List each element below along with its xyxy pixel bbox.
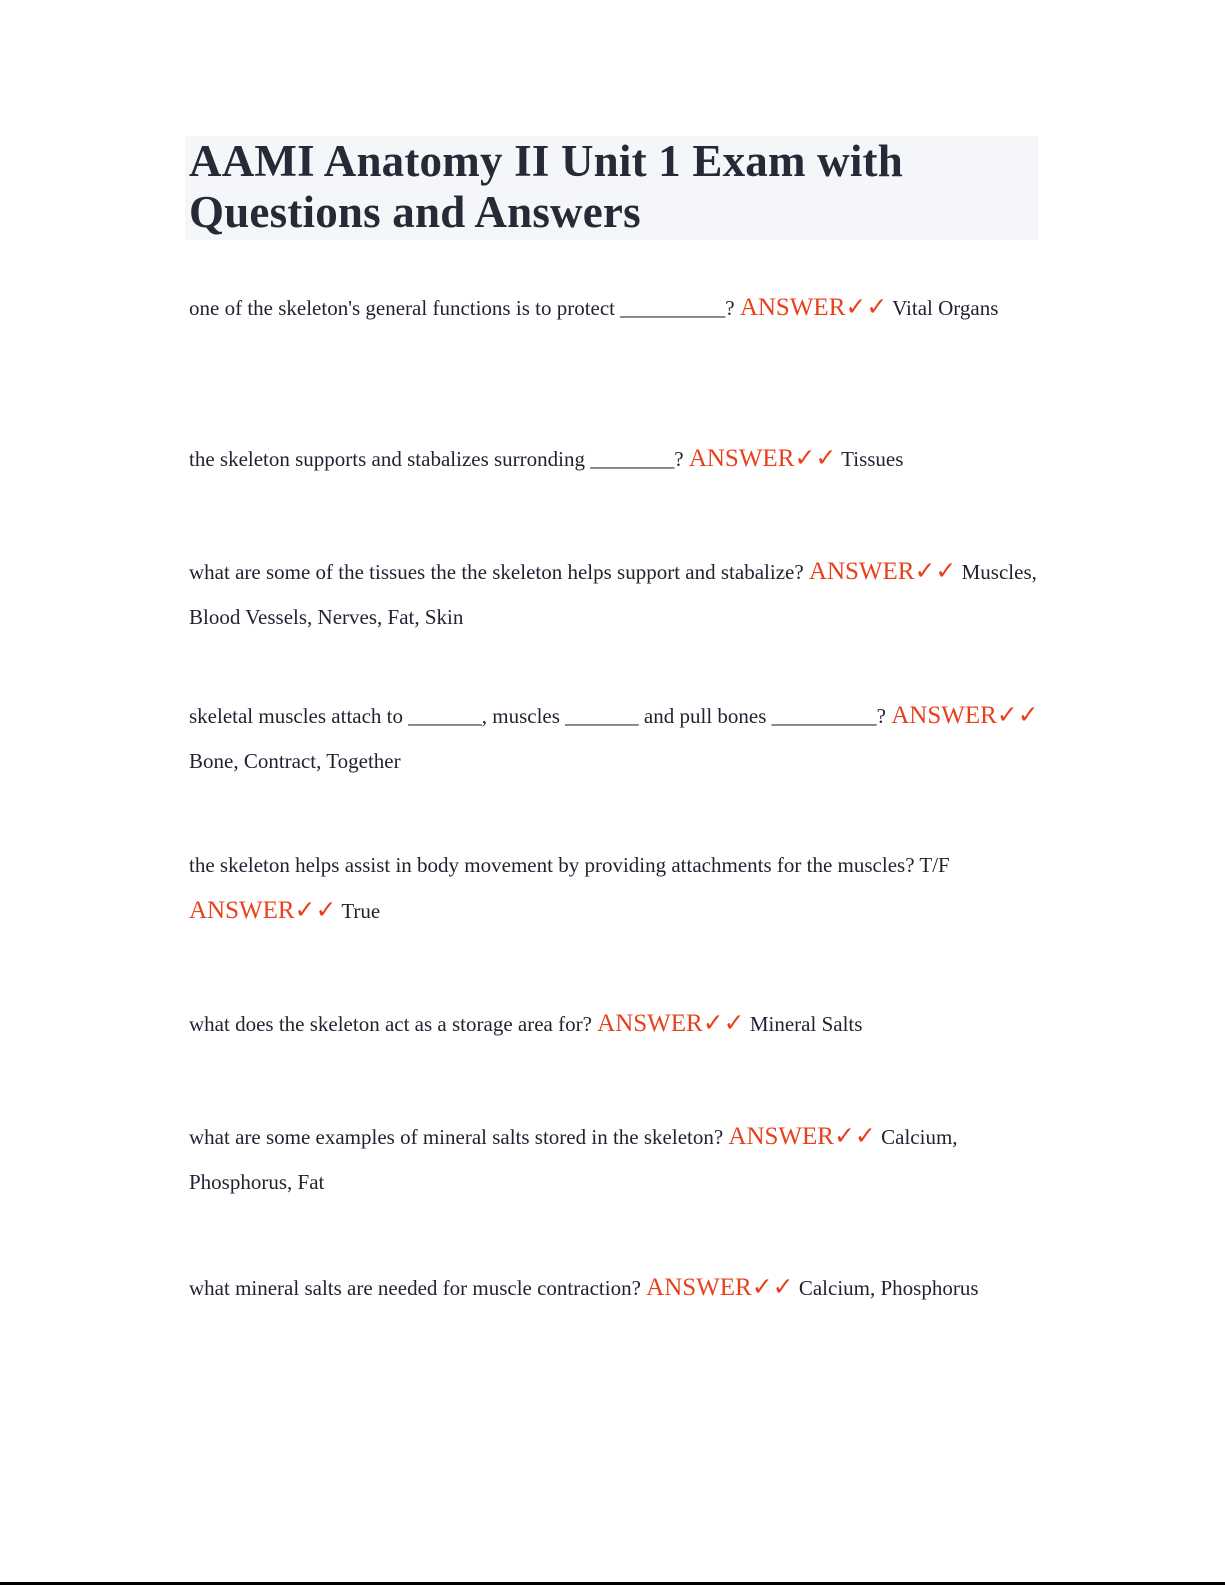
answer-text: Calcium, Phosphorus <box>798 1276 979 1300</box>
qa-item-3 <box>189 549 1039 640</box>
answer-text: Bone, Contract, Together <box>189 749 401 773</box>
question-text: the skeleton helps assist in body movement by providing attachments for the muscles? T/F <box>189 853 950 877</box>
answer-label: ANSWER✓✓ <box>646 1274 794 1301</box>
answer-text: True <box>341 899 381 923</box>
answer-text: Tissues <box>841 447 904 471</box>
page-title <box>185 136 1038 238</box>
answer-label: ANSWER✓✓ <box>688 445 837 472</box>
qa-item-1 <box>189 285 1039 331</box>
answer-label: ANSWER✓✓ <box>189 897 337 924</box>
title-line-1: AAMI Anatomy II Unit 1 Exam with <box>189 136 903 186</box>
title-block <box>185 136 1038 240</box>
qa-item-5 <box>189 843 1039 934</box>
answer-text: Calcium, Phosphorus, Fat <box>189 1125 958 1194</box>
answer-label: ANSWER✓✓ <box>891 702 1039 729</box>
question-text: what are some examples of mineral salts stored in the skeleton? <box>189 1125 724 1149</box>
qa-item-2 <box>189 436 1039 482</box>
qa-item-4 <box>189 693 1039 784</box>
qa-item-6 <box>189 1001 1039 1047</box>
question-text: what does the skeleton act as a storage area for? <box>189 1012 592 1036</box>
answer-text: Mineral Salts <box>749 1012 863 1036</box>
question-text: what mineral salts are needed for muscle contraction? <box>189 1276 641 1300</box>
answer-text: Muscles, Blood Vessels, Nerves, Fat, Skin <box>189 560 1037 629</box>
question-text: what are some of the tissues the the skeleton helps support and stabalize? <box>189 560 804 584</box>
answer-label: ANSWER✓✓ <box>739 294 888 321</box>
question-text: skeletal muscles attach to _______, muscles _______ and pull bones __________? <box>189 704 886 728</box>
qa-item-7 <box>189 1114 1039 1205</box>
title-line-2: Questions and Answers <box>189 187 641 237</box>
answer-label: ANSWER✓✓ <box>808 558 957 585</box>
question-text: the skeleton supports and stabalizes surronding ________? <box>189 447 684 471</box>
answer-label: ANSWER✓✓ <box>728 1123 876 1150</box>
answer-label: ANSWER✓✓ <box>597 1010 745 1037</box>
question-text: one of the skeleton's general functions is to protect __________? <box>189 296 735 320</box>
answer-text: Vital Organs <box>892 296 999 320</box>
qa-item-8 <box>189 1265 1039 1311</box>
